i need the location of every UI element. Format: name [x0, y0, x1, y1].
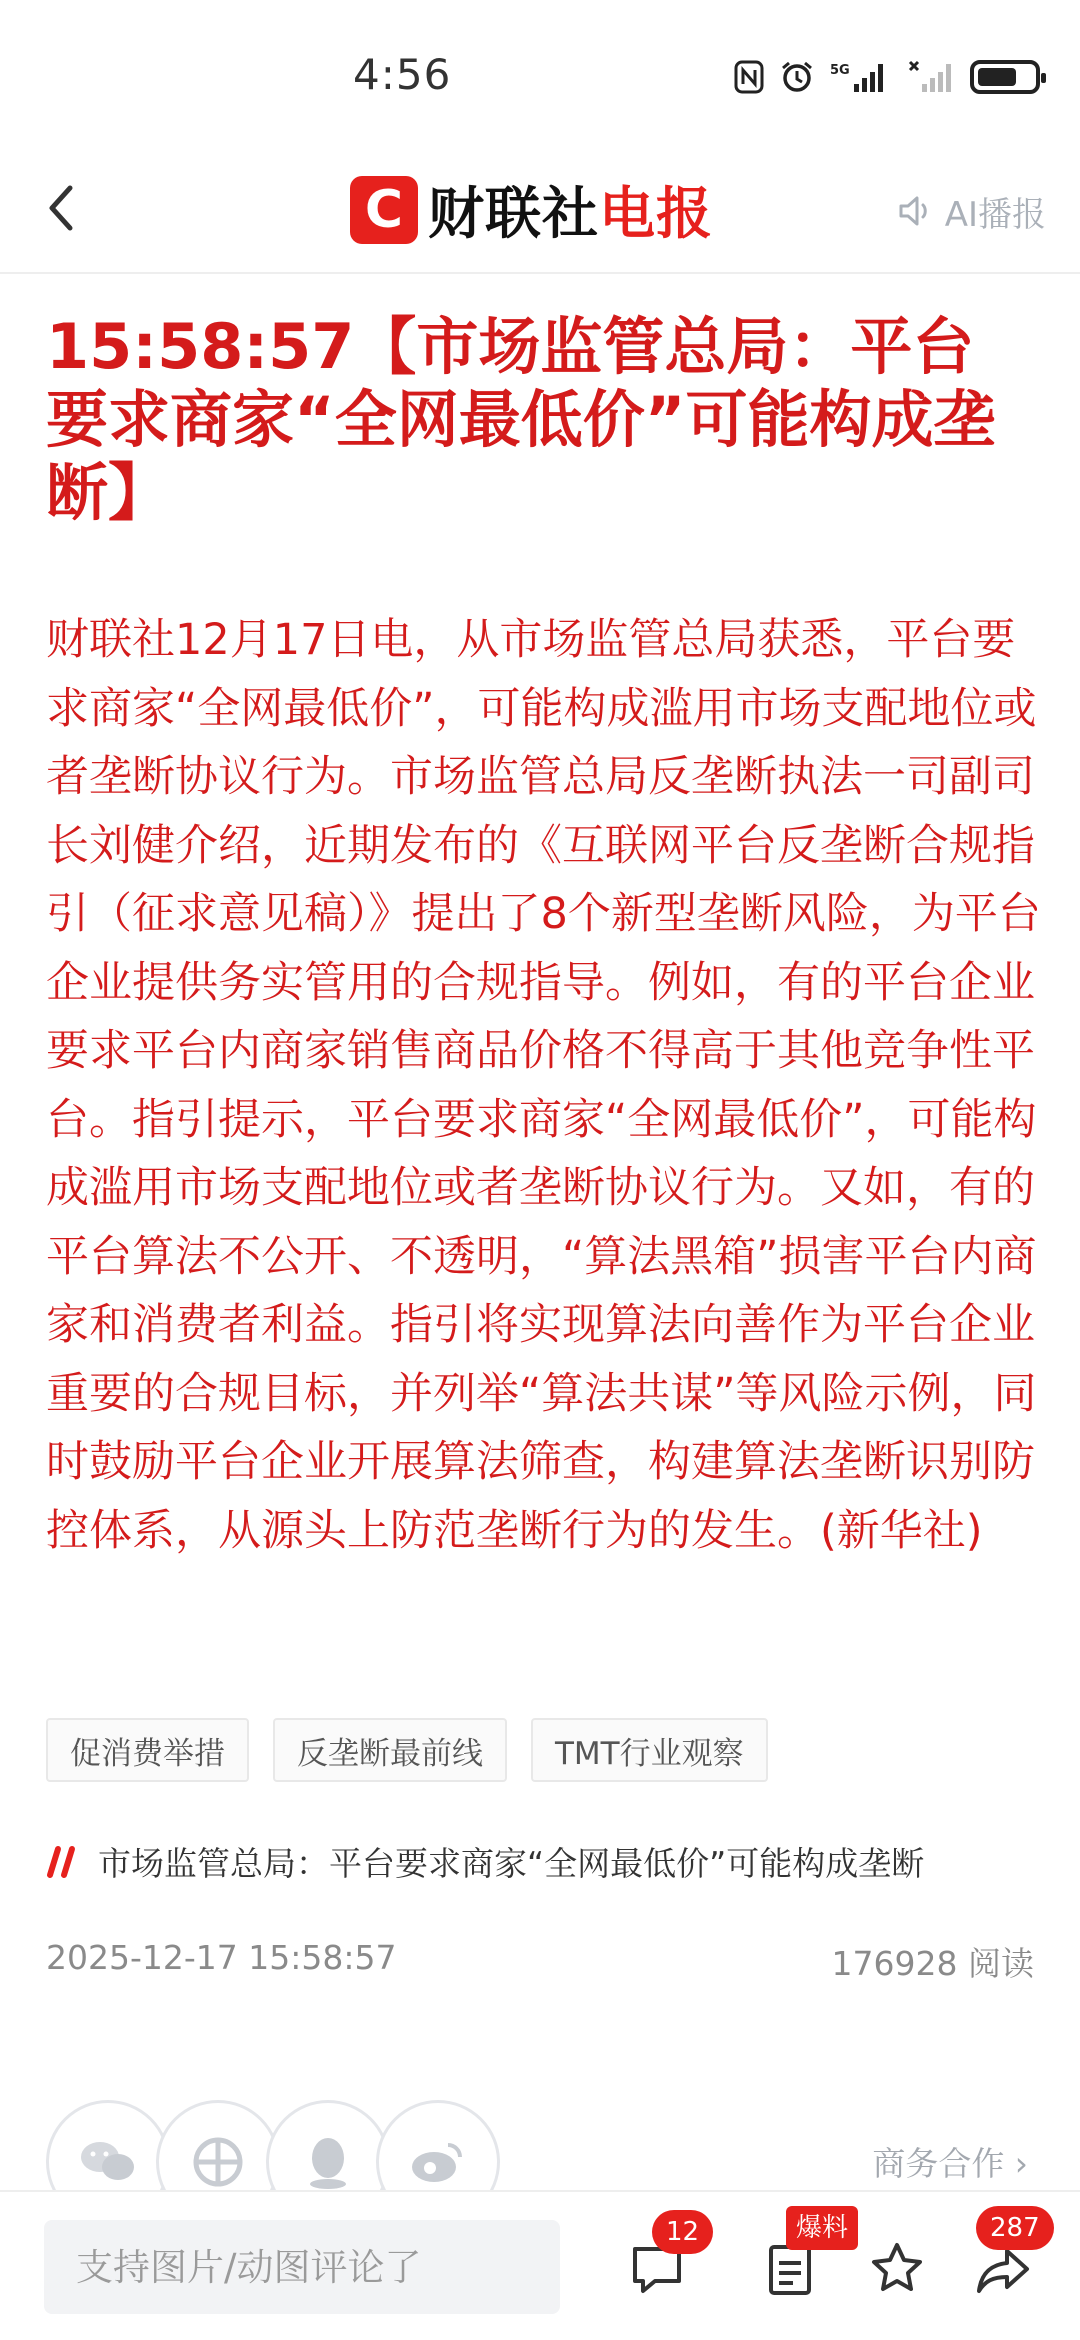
- speaker-icon: [895, 191, 935, 231]
- business-cooperation-link[interactable]: 商务合作 ›: [872, 2144, 1028, 2183]
- article-meta: [46, 1938, 1034, 1985]
- tag-item[interactable]: 反垄断最前线: [273, 1718, 507, 1782]
- ai-broadcast-label: AI播报: [944, 194, 1046, 235]
- topic-slash-icon: [46, 1845, 80, 1879]
- nfc-icon: [734, 60, 764, 94]
- status-icons: [734, 52, 1040, 102]
- logo-text: [428, 170, 713, 250]
- logo-badge: C: [350, 176, 418, 244]
- favorite-button[interactable]: [862, 2234, 932, 2304]
- status-bar: [0, 0, 1080, 150]
- weibo-icon: [408, 2137, 468, 2187]
- status-time: 4:56: [353, 50, 452, 99]
- article-body: 财联社12月17日电，从市场监管总局获悉，平台要求商家“全网最低价”，可能构成滥用市场支配地位或者垄断协议行为。市场监管总局反垄断执法一司副司长刘健介绍，近期发布的《互联网平台反垄断合规指引（征求意见稿）》提出了8个新型垄断风险，为平台企业提供务实管用的合规指导。例如，有的平台企业要求平台内商家销售商品价格不得高于其他竞争性平台。指引提示，平台要求商家“全网最低价”，可能构成滥用市场支配地位或者垄断协议行为。又如，有的平台算法不公开、不透明，“算法黑箱”损害平台内商家和消费者利益。指引将实现算法向善作为平台企业重要的合规目标，并列举“算法共谋”等风险示例，同时鼓励平台企业开展算法筛查，构建算法垄断识别防控体系，从源头上防范垄断行为的发生。(新华社): [46, 615, 1041, 1556]
- battery-icon: [970, 60, 1040, 94]
- signal-weak-icon: [908, 60, 954, 94]
- share-count-badge: 287: [976, 2206, 1054, 2250]
- bottom-bar: [0, 2190, 1080, 2340]
- star-icon: [867, 2239, 927, 2299]
- moments-icon: [190, 2134, 246, 2190]
- wechat-icon: [78, 2137, 138, 2187]
- qq-icon: [305, 2134, 351, 2190]
- tag-list: [46, 1718, 768, 1782]
- top-nav: [0, 150, 1080, 274]
- publish-datetime: 2025-12-17 15:58:57: [46, 1938, 397, 1977]
- alarm-icon: [780, 60, 814, 94]
- logo-text-black: 财联社: [428, 182, 599, 247]
- tag-item[interactable]: TMT行业观察: [531, 1718, 768, 1782]
- network-label: 5G: [830, 63, 850, 78]
- tip-off-badge: 爆料: [786, 2206, 858, 2250]
- related-topic-title: 市场监管总局：平台要求商家“全网最低价”可能构成垄断: [98, 1844, 925, 1883]
- logo-text-red: 电报: [599, 182, 713, 247]
- read-count: 176928 阅读: [831, 1944, 1034, 1983]
- tag-item[interactable]: 促消费举措: [46, 1718, 249, 1782]
- comment-input[interactable]: [44, 2220, 560, 2314]
- related-topic[interactable]: [46, 1838, 1036, 1885]
- back-icon[interactable]: [38, 178, 86, 238]
- app-logo: [350, 168, 713, 252]
- article-headline: 15:58:57【市场监管总局：平台要求商家“全网最低价”可能构成垄断】: [46, 310, 996, 529]
- comment-count-badge: 12: [652, 2210, 713, 2254]
- signal-5g-icon: [830, 60, 892, 94]
- ai-broadcast-button[interactable]: [895, 186, 1046, 236]
